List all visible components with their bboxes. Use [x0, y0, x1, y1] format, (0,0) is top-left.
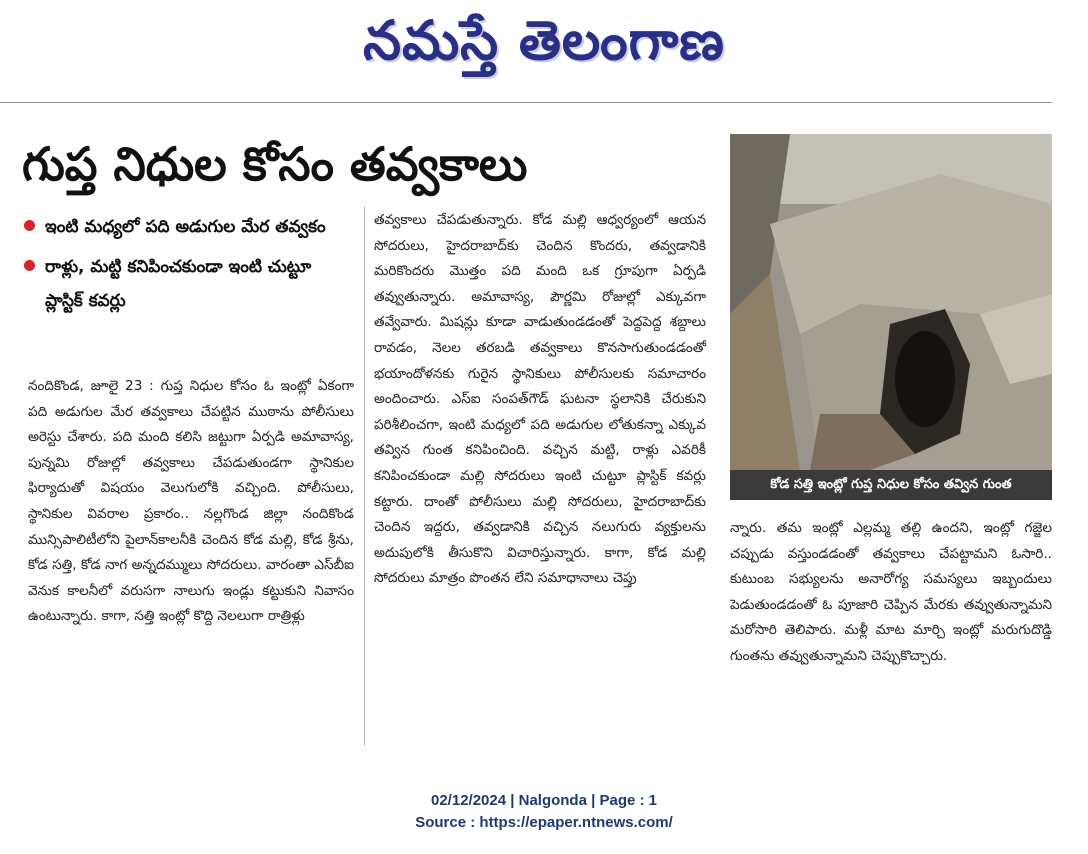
- pit-photo-image: [730, 134, 1052, 470]
- article-headline: గుప్త నిధుల కోసం తవ్వకాలు: [22, 137, 528, 191]
- page-footer: [0, 790, 1088, 834]
- masthead: [0, 4, 1088, 90]
- article-clipping: [0, 106, 1088, 766]
- highlight-item: [24, 210, 354, 244]
- article-highlights: [24, 210, 354, 324]
- photo-caption: కోడ సత్తి ఇంట్లో గుప్త నిధుల కోసం తవ్విన గుంత: [730, 470, 1052, 500]
- bullet-dot-icon: [24, 260, 35, 271]
- highlight-text: ఇంటి మధ్యలో పది అడుగుల మేర తవ్వకం: [45, 217, 326, 237]
- source-link[interactable]: Source : https://epaper.ntnews.com/: [415, 814, 673, 831]
- highlight-item: [24, 250, 354, 318]
- column-divider: [364, 206, 365, 746]
- newspaper-logo: నమస్తే తెలంగాణ: [363, 8, 725, 72]
- article-column-1: నందికొండ, జూలై 23 : గుప్త నిధుల కోసం ఓ ఇంట్లో ఏకంగా పది అడుగుల మేర తవ్వకాలు చేపట్టిన ముఠాను పోలీసులు అరెస్టు చేశారు. పది మంది కలిసి జట్టుగా ఏర్పడి అమావాస్య, పున్నమి రోజుల్లో తవ్వకాలు చేపడుతుండగా స్థానికుల ఫిర్యాదుతో విషయం వెలుగులోకి వచ్చింది. పోలీసులు, స్థానికుల వివరాల ప్రకారం.. నల్లగొండ జిల్లా నందికొండ మున్సిపాలిటీలోని పైలాన్‌కాలనీకి చెందిన కోడ మల్లి, కోడ శ్రీను, కోడ సత్తి, కోడ నాగ అన్నదమ్ములు సోదరులు. వారంతా ఎస్‌బీఐ వెనుక కాలనీలో వరుసగా నాలుగు ఇండ్లు కట్టుకుని నివాసం ఉంటున్నారు. కాగా, సత్తి ఇంట్లో కొద్ది నెలలుగా రాత్రిళ్లు: [28, 378, 354, 625]
- article-photo: [730, 134, 1052, 470]
- bullet-dot-icon: [24, 220, 35, 231]
- edition-info: 02/12/2024 | Nalgonda | Page : 1: [431, 792, 657, 809]
- article-column-2: తవ్వకాలు చేపడుతున్నారు. కోడ మల్లి ఆధ్వర్యంలో ఆయన సోదరులు, హైదరాబాద్‌కు చెందిన కొందరు, తవ్వడానికి మరికొందరు మొత్తం పది మంది ఒక గ్రూపుగా ఏర్పడి తవ్వుతున్నారు. అమావాస్య, పౌర్ణమి రోజుల్లో ఎక్కువగా తవ్వేవారు. మిషన్లు కూడా వాడుతుండడంతో పెద్దపెద్ద శబ్దాలు రావడం, నెలల తరబడి తవ్వకాలు కొనసాగుతుండడంతో భయాందోళనకు గురైన స్థానికులు పోలీసులకు సమాచారం అందించారు. ఎస్‌ఐ సంపత్‌గౌడ్ ఘటనా స్థలానికి చేరుకుని పరిశీలించగా, ఇంటి మధ్యలో పది అడుగుల లోతుకన్నా ఎక్కువ తవ్విన గుంత కనిపించింది. వచ్చిన మట్టి, రాళ్లు ఎవరికీ కనిపించకుండా మల్లి సోదరులు ఇంటి చుట్టూ ప్లాస్టిక్ కవర్లు కట్టారు. దాంతో పోలీసులు మల్లి సోదరులు, హైదరాబాద్‌కు చెందిన ఇద్దరు, తవ్వడానికి వచ్చిన నలుగురు వ్యక్తులను అదుపులోకి తీసుకొని విచారిస్తున్నారు. కాగా, కోడ మల్లి సోదరులు మాత్రం పొంతన లేని సమాధానాలు చెప్తు: [374, 212, 706, 587]
- masthead-divider: [0, 102, 1052, 103]
- highlight-text: రాళ్లు, మట్టి కనిపించకుండా ఇంటి చుట్టూ ప్లాస్టిక్ కవర్లు: [45, 257, 312, 311]
- article-column-3: న్నారు. తమ ఇంట్లో ఎల్లమ్మ తల్లి ఉందని, ఇంట్లో గజ్జెల చప్పుడు వస్తుండడంతో తవ్వకాలు చేపట్టామని ఓసారి.. కుటుంబ సభ్యులను అనారోగ్య సమస్యలు ఇబ్బందులు పెడుతుండడంతో ఓ పూజారి చెప్పిన మేరకు తవ్వుతున్నామని మరోసారి తెలిపారు. మళ్లీ మాట మార్చి ఇంట్లో మరుగుదొడ్డి గుంతను తవ్వుతున్నామని చెప్పుకొచ్చారు.: [730, 520, 1052, 664]
